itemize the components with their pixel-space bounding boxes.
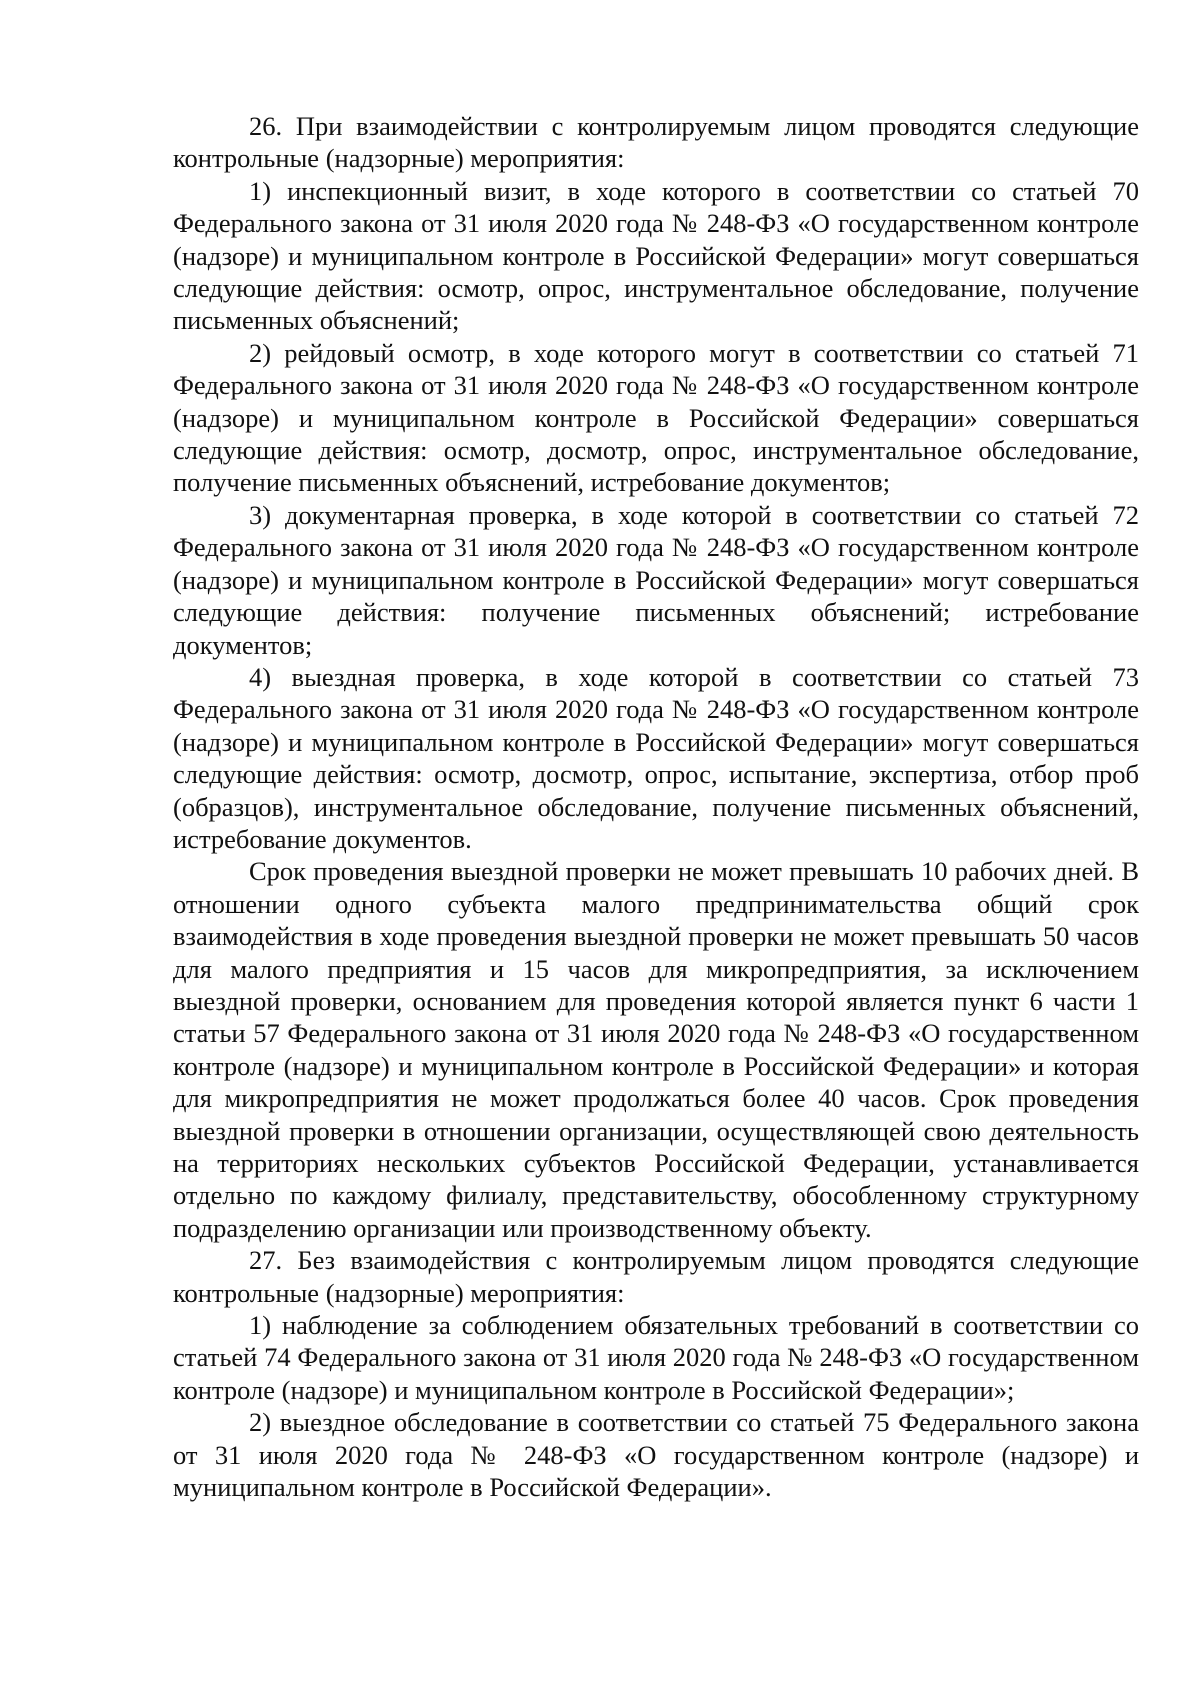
document-body (173, 110, 1139, 1503)
paragraph-27-item-1: 1) наблюдение за соблюдением обязательных требований в соответствии со статьей 74 Федерального закона от 31 июля 2020 года № 248-ФЗ «О государственном контроле (надзоре) и муниципальном контроле в Российской Федерации»; (173, 1310, 1139, 1405)
paragraph-26-item-1: 1) инспекционный визит, в ходе которого в соответствии со статьей 70 Федерального закона от 31 июля 2020 года № 248-ФЗ «О государственном контроле (надзоре) и муниципальном контроле в Российской Федерации» могут совершаться следующие действия: осмотр, опрос, инструментальное обследование, получение письменных объяснений; (173, 175, 1139, 336)
paragraph-26-intro: 26. При взаимодействии с контролируемым лицом проводятся следующие контрольные (надзорные) мероприятия: (173, 111, 1139, 174)
paragraph-27-intro: 27. Без взаимодействия с контролируемым лицом проводятся следующие контрольные (надзорные) мероприятия: (173, 1245, 1139, 1308)
paragraph-26-item-4: 4) выездная проверка, в ходе которой в соответствии со статьей 73 Федерального закона от 31 июля 2020 года № 248-ФЗ «О государственном контроле (надзоре) и муниципальном контроле в Российской Федерации» могут совершаться следующие действия: осмотр, досмотр, опрос, испытание, экспертиза, отбор проб (образцов), инструментальное обследование, получение письменных объяснений, истребование документов. (173, 661, 1139, 854)
paragraph-26-item-3: 3) документарная проверка, в ходе которой в соответствии со статьей 72 Федерального закона от 31 июля 2020 года № 248-ФЗ «О государственном контроле (надзоре) и муниципальном контроле в Российской Федерации» могут совершаться следующие действия: получение письменных объяснений; истребование документов; (173, 499, 1139, 660)
paragraph-27-item-2: 2) выездное обследование в соответствии со статьей 75 Федерального закона от 31 июля 2020 года № 248-ФЗ «О государственном контроле (надзоре) и муниципальном контроле в Российской Федерации». (173, 1407, 1139, 1503)
paragraph-26-item-2: 2) рейдовый осмотр, в ходе которого могут в соответствии со статьей 71 Федерального закона от 31 июля 2020 года № 248-ФЗ «О государственном контроле (надзоре) и муниципальном контроле в Российской Федерации» совершаться следующие действия: осмотр, досмотр, опрос, инструментальное обследование, получение письменных объяснений, истребование документов; (173, 337, 1139, 498)
paragraph-inspection-duration: Срок проведения выездной проверки не может превышать 10 рабочих дней. В отношении одного субъекта малого предпринимательства общий срок взаимодействия в ходе проведения выездной проверки не может превышать 50 часов для малого предприятия и 15 часов для микропредприятия, за исключением выездной проверки, основанием для проведения которой является пункт 6 части 1 статьи 57 Федерального закона от 31 июля 2020 года № 248-ФЗ «О государственном контроле (надзоре) и муниципальном контроле в Российской Федерации» и которая для микропредприятия не может продолжаться более 40 часов. Срок проведения выездной проверки в отношении организации, осуществляющей свою деятельность на территориях нескольких субъектов Российской Федерации, устанавливается отдельно по каждому филиалу, представительству, обособленному структурному подразделению организации или производственному объекту. (173, 856, 1139, 1243)
